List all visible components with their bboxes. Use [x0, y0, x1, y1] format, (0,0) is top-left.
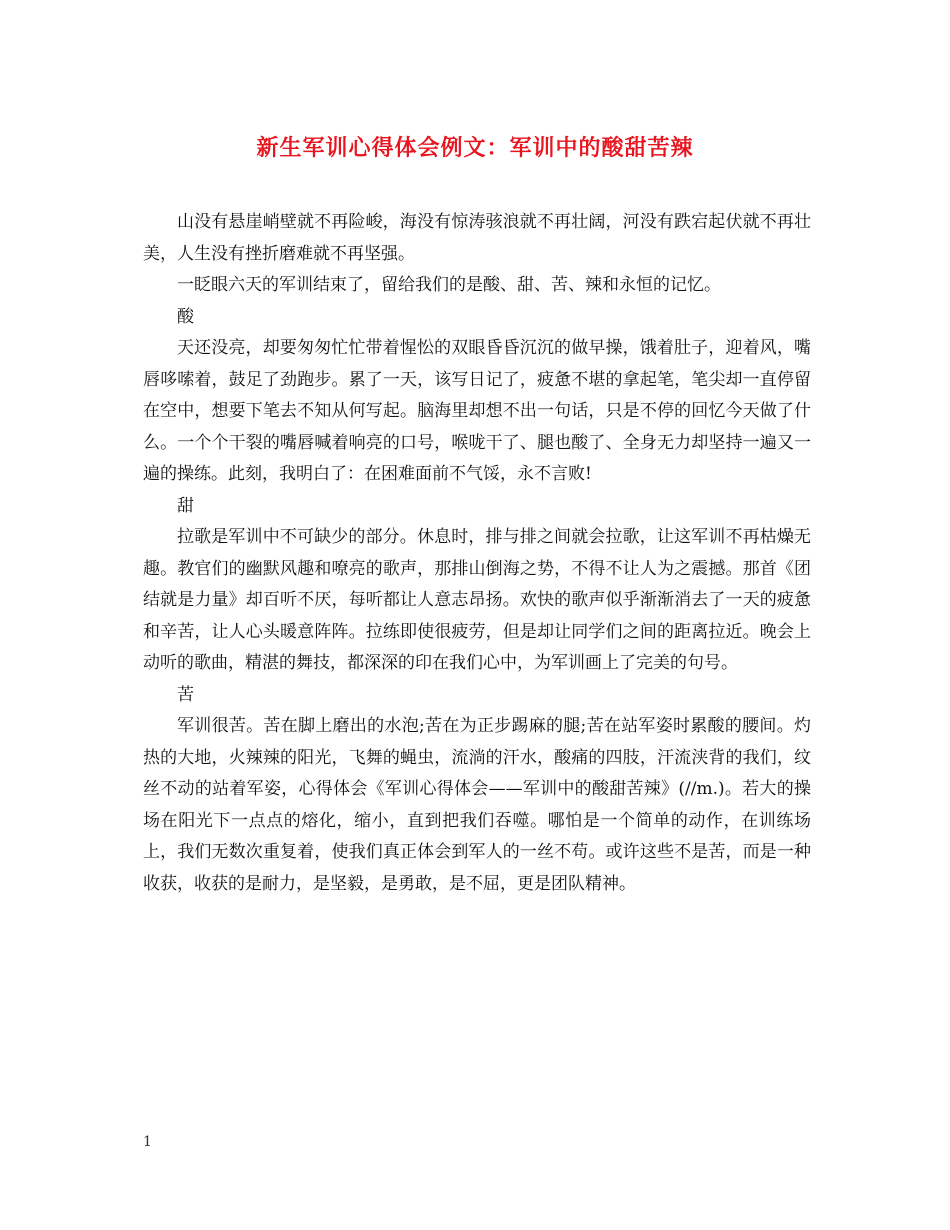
paragraph-bitter: 军训很苦。苦在脚上磨出的水泡;苦在为正步踢麻的腿;苦在站军姿时累酸的腰间。灼热的大地，火辣辣的阳光，飞舞的蝇虫，流淌的汗水，酸痛的四肢，汗流浃背的我们，纹丝不动的站着军姿，心得体会《军训心得体会——军训中的酸甜苦辣》(//m.)。若大的操场在阳光下一点点的熔化，缩小，直到把我们吞噬。哪怕是一个简单的动作，在训练场上，我们无数次重复着，使我们真正体会到军人的一丝不苟。或许这些不是苦，而是一种收获，收获的是耐力，是坚毅，是勇敢，是不屈，更是团队精神。: [143, 716, 811, 894]
paragraph-summary: 一眨眼六天的军训结束了，留给我们的是酸、甜、苦、辣和永恒的记忆。: [177, 275, 721, 295]
section-heading-sour: 酸: [177, 306, 194, 327]
section-heading-sweet: 甜: [177, 495, 194, 516]
paragraph-sour: 天还没亮，却要匆匆忙忙带着惺忪的双眼昏昏沉沉的做早操，饿着肚子，迎着风，嘴唇哆嗦着，鼓足了劲跑步。累了一天，该写日记了，疲惫不堪的拿起笔，笔尖却一直停留在空中，想要下笔去不知从何写起。脑海里却想不出一句话，只是不停的回忆今天做了什么。一个个干裂的嘴唇喊着响亮的口号，喉咙干了、腿也酸了、全身无力却坚持一遍又一遍的操练。此刻，我明白了：在困难面前不气馁，永不言败!: [143, 338, 811, 484]
document-title: 新生军训心得体会例文：军训中的酸甜苦辣: [256, 135, 694, 161]
document-body: [143, 207, 811, 900]
paragraph-sweet: 拉歌是军训中不可缺少的部分。休息时，排与排之间就会拉歌，让这军训不再枯燥无趣。教官们的幽默风趣和嘹亮的歌声，那排山倒海之势，不得不让人为之震撼。那首《团结就是力量》却百听不厌，每听都让人意志昂扬。欢快的歌声似乎渐渐消去了一天的疲惫和辛苦，让人心头暖意阵阵。拉练即使很疲劳，但是却让同学们之间的距离拉近。晚会上动听的歌曲，精湛的舞技，都深深的印在我们心中，为军训画上了完美的句号。: [143, 527, 811, 673]
section-heading-bitter: 苦: [177, 684, 194, 705]
page-number: 1: [143, 1134, 152, 1150]
paragraph-intro: 山没有悬崖峭壁就不再险峻，海没有惊涛骇浪就不再壮阔，河没有跌宕起伏就不再壮美，人生没有挫折磨难就不再坚强。: [143, 212, 811, 264]
